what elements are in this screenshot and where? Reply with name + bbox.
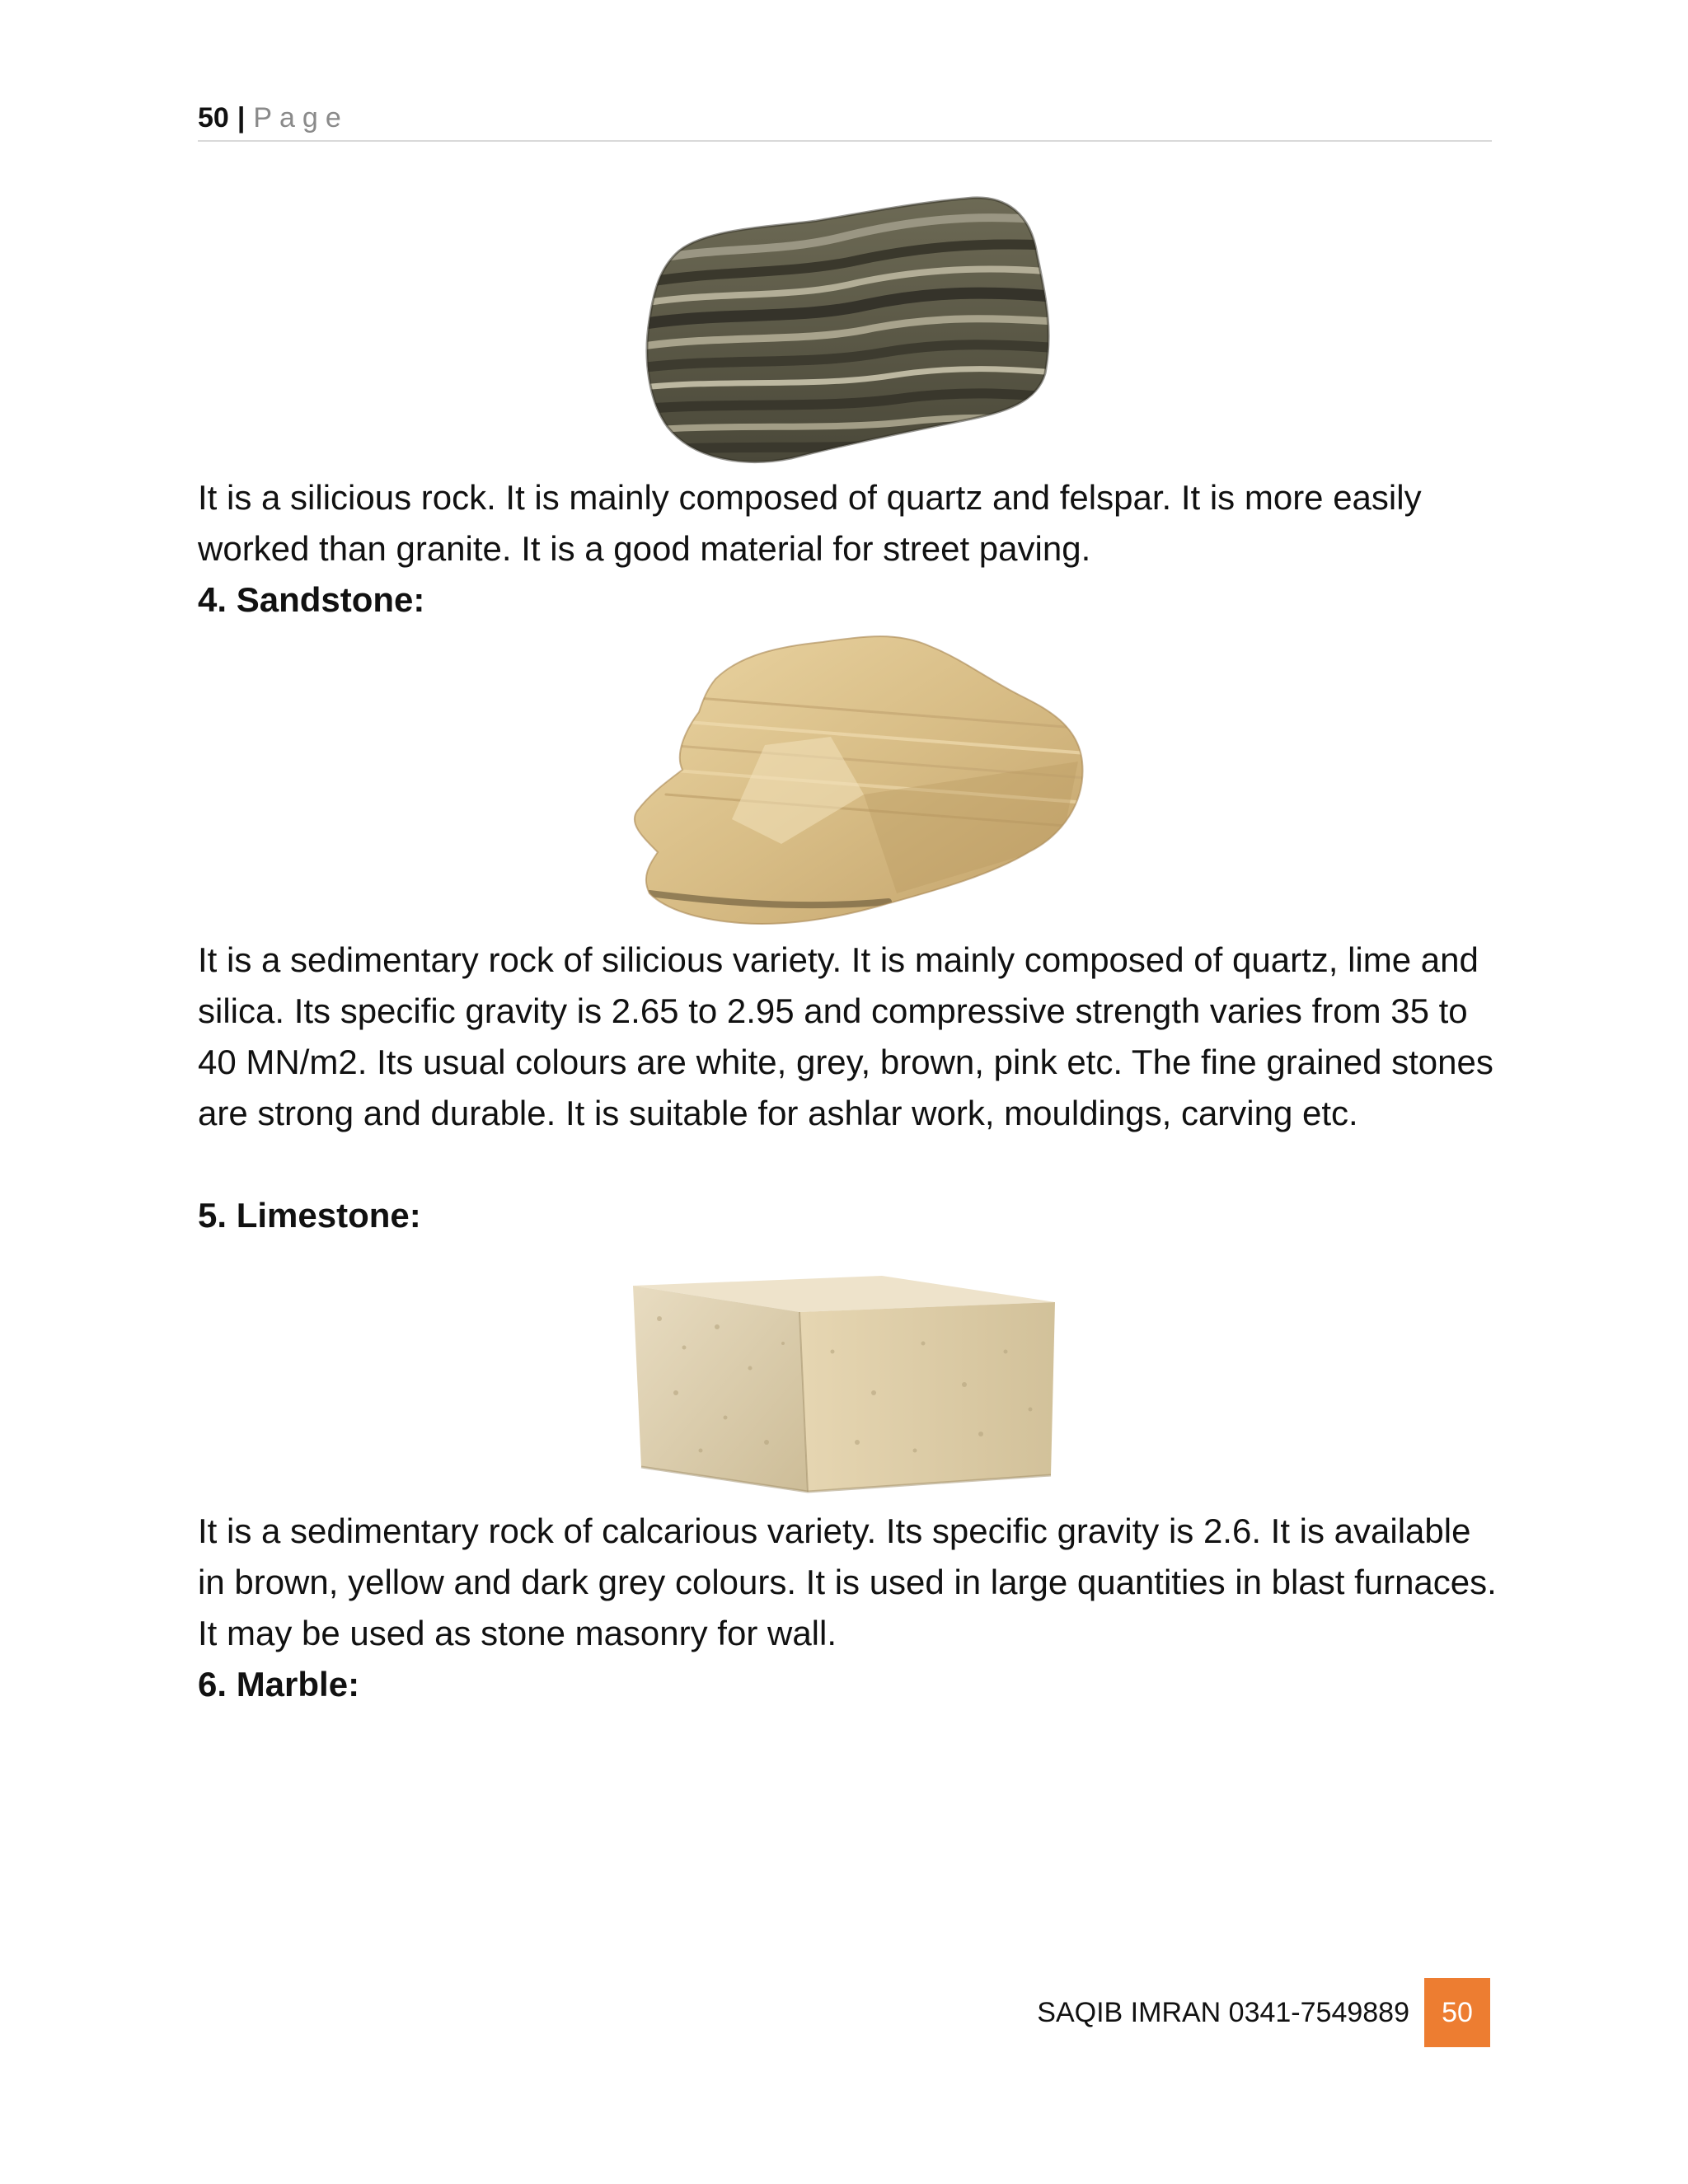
sandstone-rock-image [617, 630, 1086, 926]
gneiss-rock-image [643, 196, 1055, 468]
limestone-block-image [626, 1269, 1063, 1500]
header-page-label: Page [253, 102, 349, 134]
footer-author: SAQIB IMRAN 0341-7549889 [1037, 1997, 1409, 2028]
marble-heading: 6. Marble: [198, 1665, 360, 1704]
limestone-description: It is a sedimentary rock of calcarious variety. Its specific gravity is 2.6. It is available in brown, yellow and dark grey colours. It is used in large quantities in blast furnaces. It may be used as stone masonry for wall. [198, 1511, 1497, 1652]
page-header [198, 97, 1492, 142]
gneiss-description: It is a silicious rock. It is mainly composed of quartz and felspar. It is more easily worked than granite. It is a good material for street paving. [198, 478, 1422, 568]
header-page-number: 50 [198, 102, 229, 134]
header-separator: | [237, 102, 246, 134]
sandstone-heading: 4. Sandstone: [198, 580, 425, 619]
footer-page-number: 50 [1424, 1978, 1490, 2047]
sandstone-description: It is a sedimentary rock of silicious variety. It is mainly composed of quartz, lime and silica. Its specific gravity is 2.65 to 2.95 and compressive strength varies from 35 to 40 MN/m2. Its usual colours are white, grey, brown, pink etc. The fine grained stones are strong and durable. It is suitable for ashlar work, mouldings, carving etc. [198, 940, 1493, 1132]
limestone-heading: 5. Limestone: [198, 1196, 421, 1235]
